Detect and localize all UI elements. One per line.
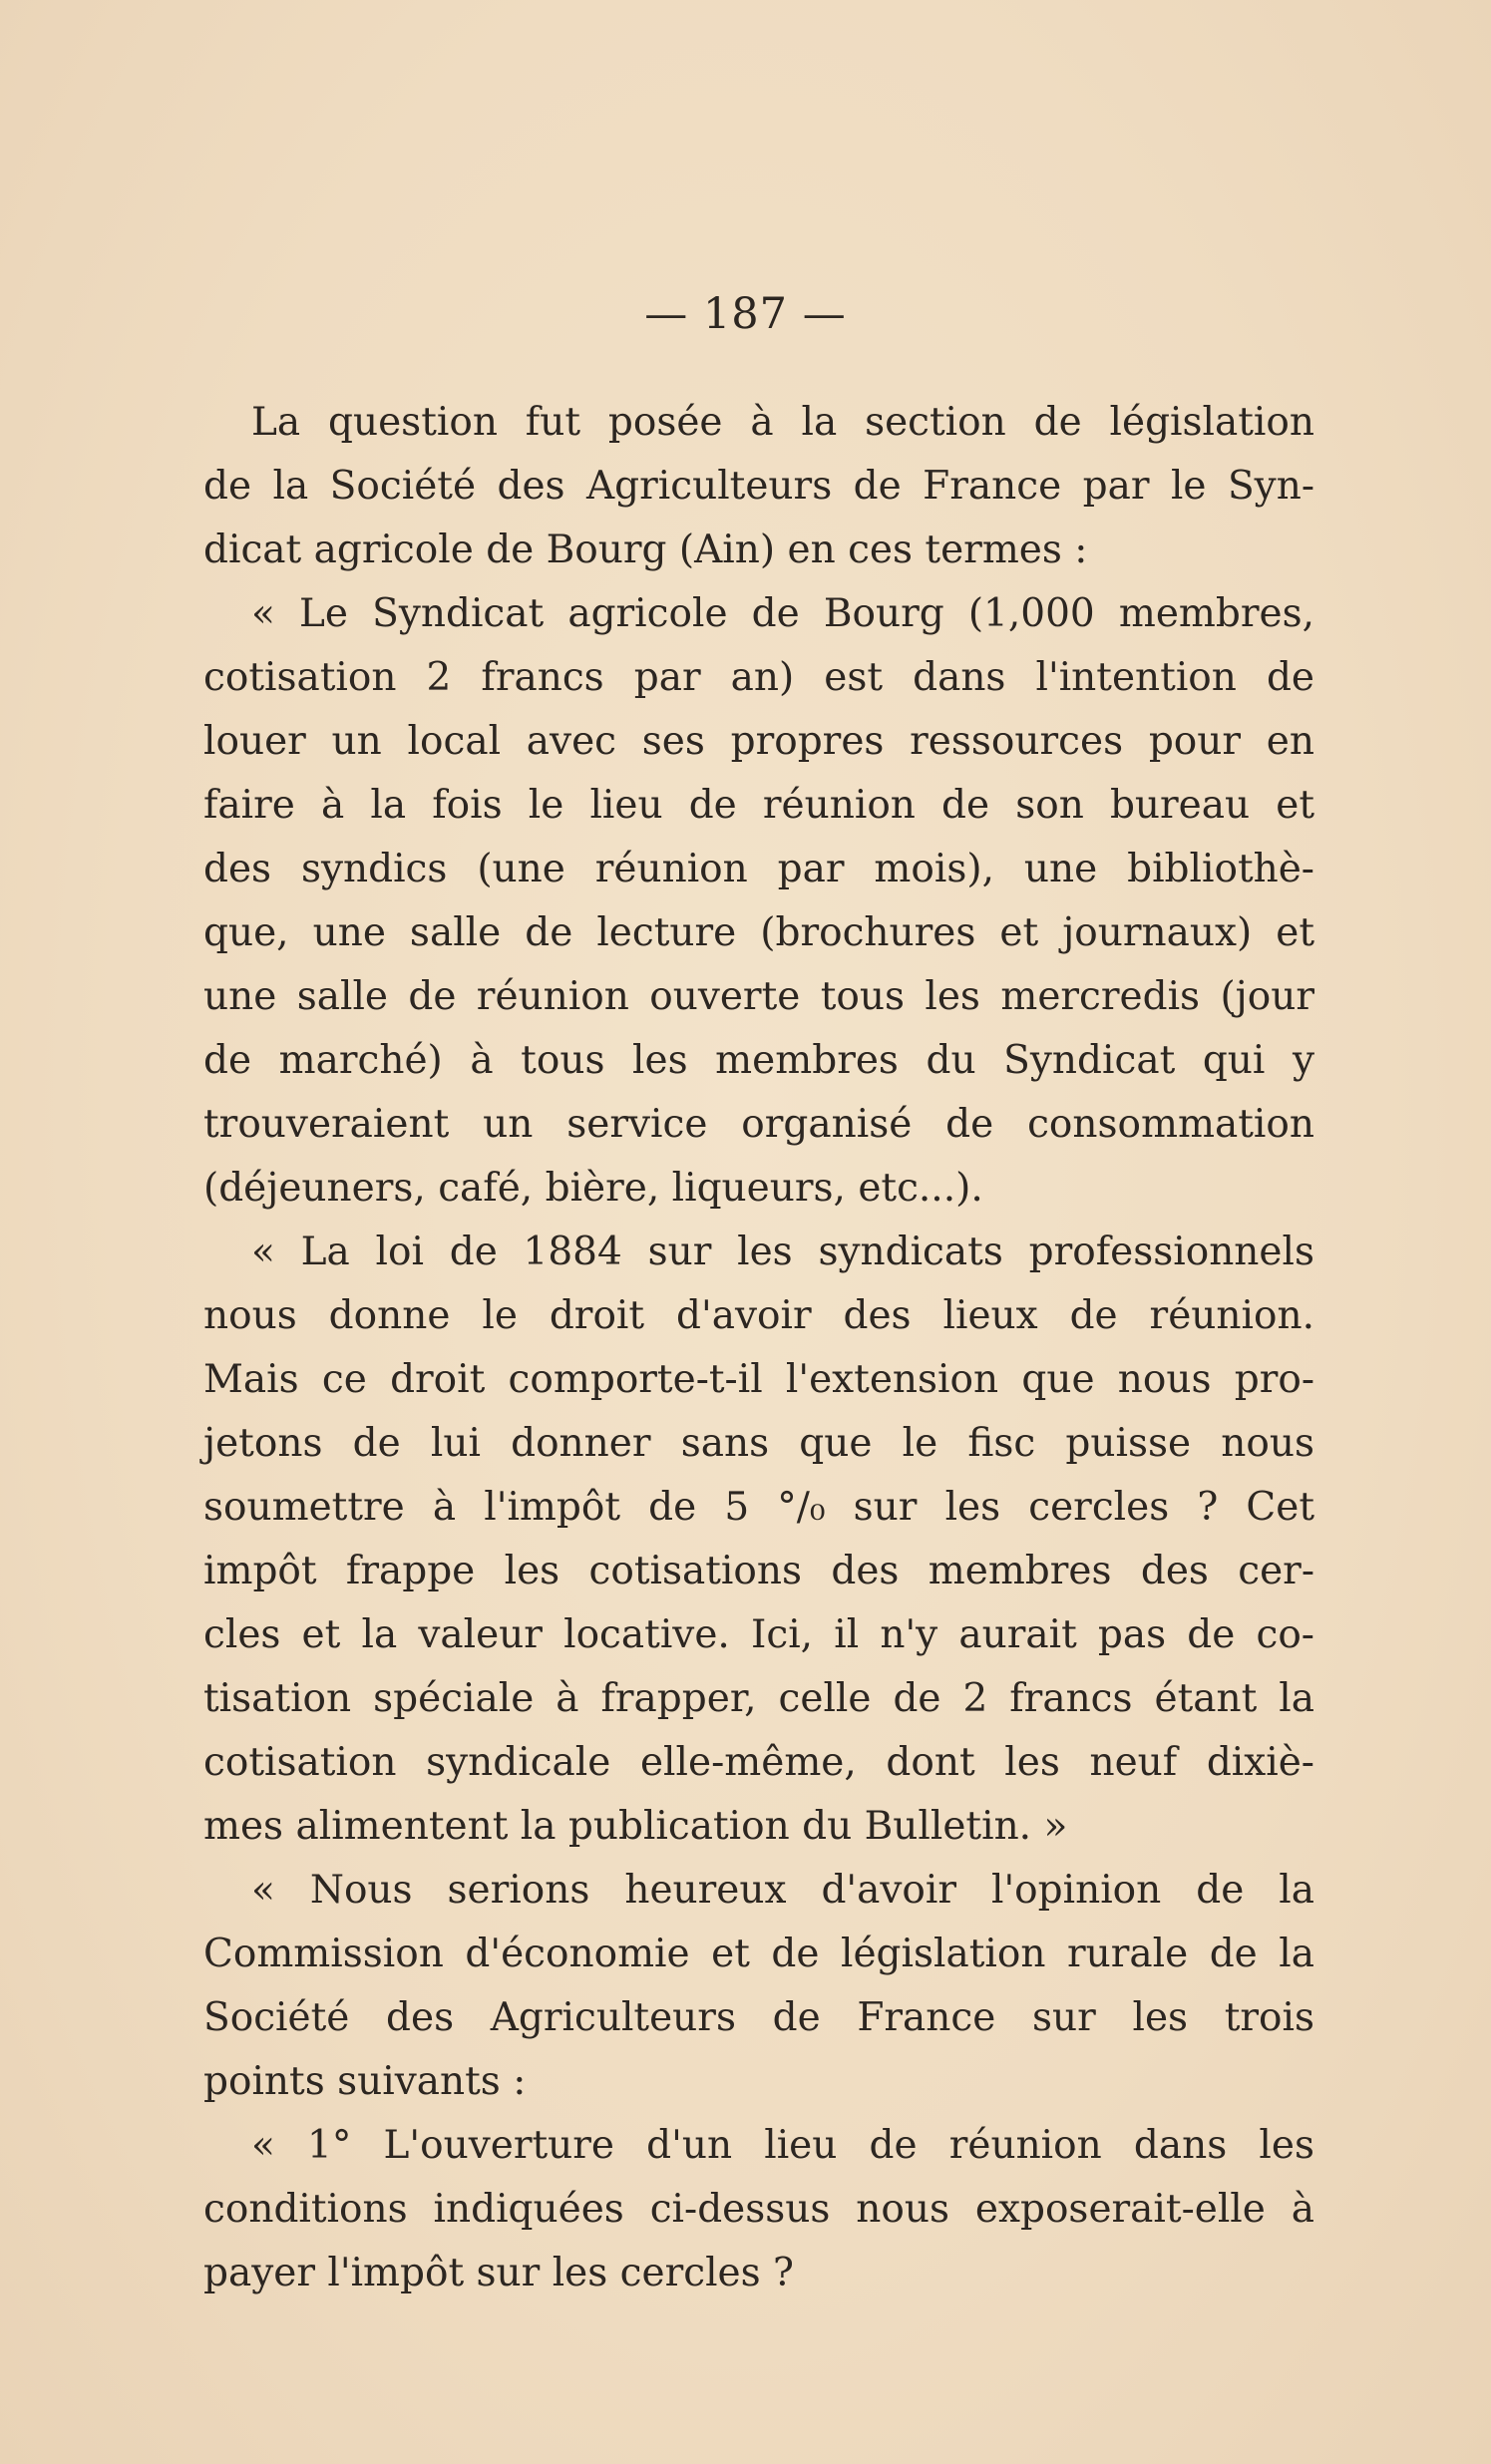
text-line: de la Société des Agriculteurs de France par le Syn- — [203, 464, 1314, 509]
text-line: (déjeuners, café, bière, liqueurs, etc...). — [203, 1166, 983, 1211]
text-line: « 1° L'ouverture d'un lieu de réunion dans les — [251, 2123, 1314, 2168]
text-line: « La loi de 1884 sur les syndicats professionnels — [251, 1230, 1314, 1274]
text-line: « Le Syndicat agricole de Bourg (1,000 membres, — [251, 591, 1314, 636]
body-text — [203, 391, 1314, 2305]
text-line: des syndics (une réunion par mois), une bibliothè- — [203, 847, 1314, 891]
text-line: louer un local avec ses propres ressources pour en — [203, 719, 1314, 764]
text-line: nous donne le droit d'avoir des lieux de réunion. — [203, 1293, 1314, 1338]
text-line: « Nous serions heureux d'avoir l'opinion de la — [251, 1868, 1314, 1913]
text-line: La question fut posée à la section de législation — [251, 400, 1314, 445]
text-line: que, une salle de lecture (brochures et journaux) et — [203, 910, 1314, 955]
page-number: — 187 — — [644, 289, 847, 339]
text-line: payer l'impôt sur les cercles ? — [203, 2251, 794, 2295]
text-line: impôt frappe les cotisations des membres des cer- — [203, 1549, 1314, 1593]
text-line: Société des Agriculteurs de France sur les trois — [203, 1995, 1314, 2040]
text-line: une salle de réunion ouverte tous les mercredis (jour — [203, 974, 1314, 1019]
text-line: Commission d'économie et de législation rurale de la — [203, 1932, 1314, 1976]
text-line: cotisation 2 francs par an) est dans l'intention de — [203, 655, 1314, 700]
text-line: cotisation syndicale elle-même, dont les neuf dixiè- — [203, 1740, 1314, 1785]
text-line: trouveraient un service organisé de consommation — [203, 1102, 1314, 1147]
text-line: conditions indiquées ci-dessus nous exposerait-elle à — [203, 2187, 1314, 2232]
text-line: tisation spéciale à frapper, celle de 2 francs étant la — [203, 1676, 1314, 1721]
text-line: points suivants : — [203, 2059, 527, 2104]
text-line: jetons de lui donner sans que le fisc puisse nous — [203, 1421, 1314, 1466]
text-line: Mais ce droit comporte-t-il l'extension que nous pro- — [203, 1357, 1314, 1402]
text-line: faire à la fois le lieu de réunion de son bureau et — [203, 783, 1314, 828]
text-line: soumettre à l'impôt de 5 °/₀ sur les cercles ? Cet — [203, 1485, 1314, 1530]
text-line: dicat agricole de Bourg (Ain) en ces termes : — [203, 528, 1088, 572]
text-line: mes alimentent la publication du Bulletin. » — [203, 1804, 1068, 1849]
text-line: de marché) à tous les membres du Syndicat qui y — [203, 1038, 1314, 1083]
text-line: cles et la valeur locative. Ici, il n'y aurait pas de co- — [203, 1612, 1314, 1657]
